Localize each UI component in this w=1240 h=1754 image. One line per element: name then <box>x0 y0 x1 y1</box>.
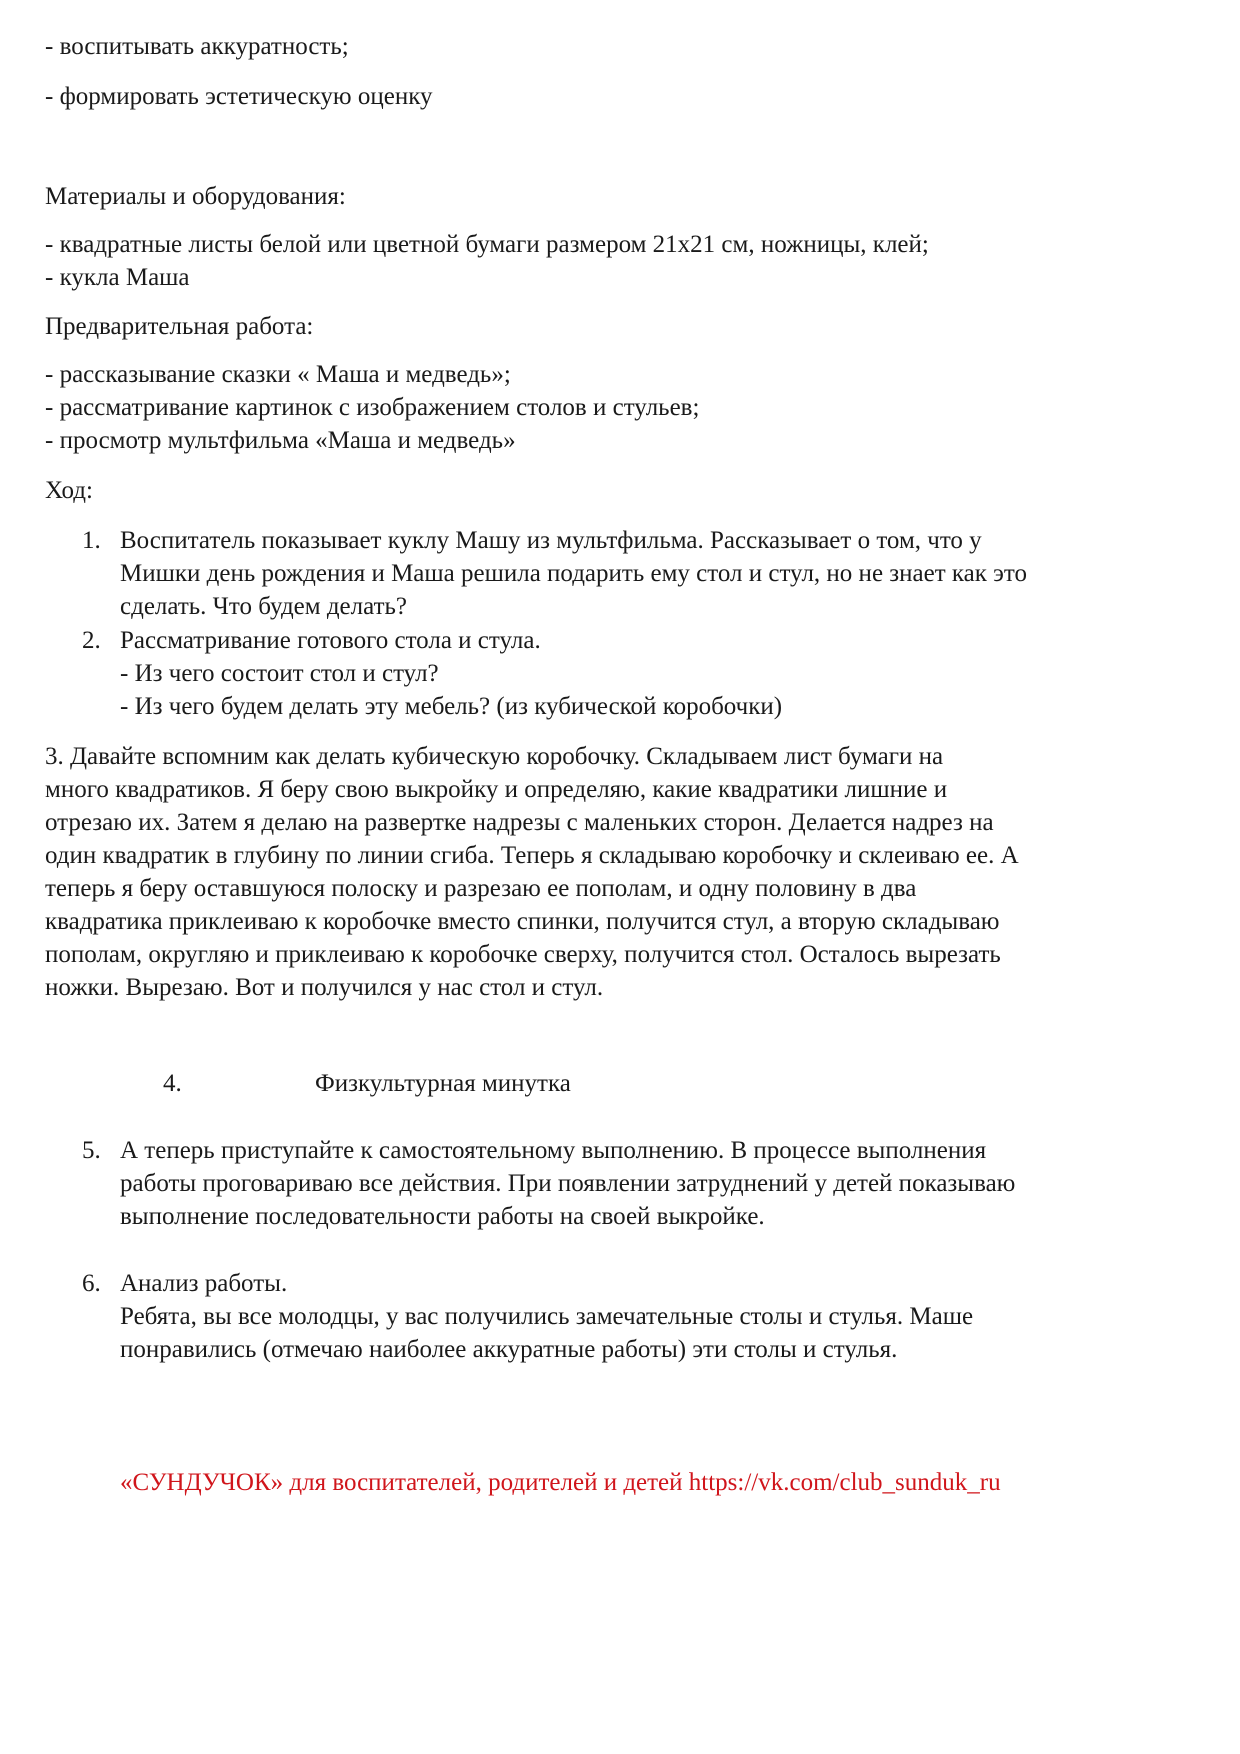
step-3-line: один квадратик в глубину по линии сгиба. Теперь я складываю коробочку и склеиваю ее. А <box>45 842 1019 869</box>
step-4-text: Физкультурная минутка <box>315 1070 571 1097</box>
materials-line-doll: - кукла Маша <box>45 264 190 291</box>
step-1-line: Воспитатель показывает куклу Машу из мультфильма. Рассказывает о том, что у <box>120 527 982 554</box>
step-3-line: квадратика приклеиваю к коробочке вместо спинки, получится стул, а вторую складываю <box>45 908 1000 935</box>
step-3-line: много квадратиков. Я беру свою выкройку и определяю, какие квадратики лишние и <box>45 776 948 803</box>
step-3-line: пополам, округляю и приклеиваю к коробочке сверху, получится стол. Осталось вырезать <box>45 941 1001 968</box>
step-5-line: выполнение последовательности работы на своей выкройке. <box>120 1203 765 1230</box>
materials-heading: Материалы и оборудования: <box>45 183 346 210</box>
step-4-number: 4. <box>163 1070 182 1097</box>
step-6-line: понравились (отмечаю наиболее аккуратные работы) эти столы и стулья. <box>120 1336 898 1363</box>
step-2-question: - Из чего состоит стол и стул? <box>120 660 439 687</box>
step-3-line: отрезаю их. Затем я делаю на развертке надрезы с маленьких сторон. Делается надрез на <box>45 809 994 836</box>
step-5-number: 5. <box>82 1137 101 1164</box>
step-2-line: Рассматривание готового стола и стула. <box>120 627 541 654</box>
step-1-number: 1. <box>82 527 101 554</box>
step-3-line: ножки. Вырезаю. Вот и получился у нас стол и стул. <box>45 974 604 1001</box>
step-5-line: А теперь приступайте к самостоятельному выполнению. В процессе выполнения <box>120 1137 987 1164</box>
step-1-line: Мишки день рождения и Маша решила подарить ему стол и стул, но не знает как это <box>120 560 1027 587</box>
step-3-line: 3. Давайте вспомним как делать кубическую коробочку. Складываем лист бумаги на <box>45 743 944 770</box>
step-6-number: 6. <box>82 1270 101 1297</box>
procedure-heading: Ход: <box>45 477 93 504</box>
step-6-line: Ребята, вы все молодцы, у вас получились замечательные столы и стулья. Маше <box>120 1303 974 1330</box>
step-3-line: теперь я беру оставшуюся полоску и разрезаю ее пополам, и одну половину в два <box>45 875 917 902</box>
step-2-question: - Из чего будем делать эту мебель? (из кубической коробочки) <box>120 693 783 720</box>
step-5-line: работы проговариваю все действия. При появлении затруднений у детей показываю <box>120 1170 1016 1197</box>
footer-credit-link[interactable]: «СУНДУЧОК» для воспитателей, родителей и детей https://vk.com/club_sunduk_ru <box>120 1469 1001 1496</box>
materials-line-paper: - квадратные листы белой или цветной бумаги размером 21х21 см, ножницы, клей; <box>45 231 929 258</box>
preliminary-heading: Предварительная работа: <box>45 313 314 340</box>
preliminary-line-pictures: - рассматривание картинок с изображением столов и стульев; <box>45 394 700 421</box>
step-2-number: 2. <box>82 627 101 654</box>
goal-aesthetic: - формировать эстетическую оценку <box>45 83 433 110</box>
goal-neatness: - воспитывать аккуратность; <box>45 33 349 60</box>
step-1-line: сделать. Что будем делать? <box>120 593 407 620</box>
preliminary-line-tale: - рассказывание сказки « Маша и медведь»; <box>45 361 511 388</box>
step-6-line: Анализ работы. <box>120 1270 288 1297</box>
preliminary-line-cartoon: - просмотр мультфильма «Маша и медведь» <box>45 427 516 454</box>
